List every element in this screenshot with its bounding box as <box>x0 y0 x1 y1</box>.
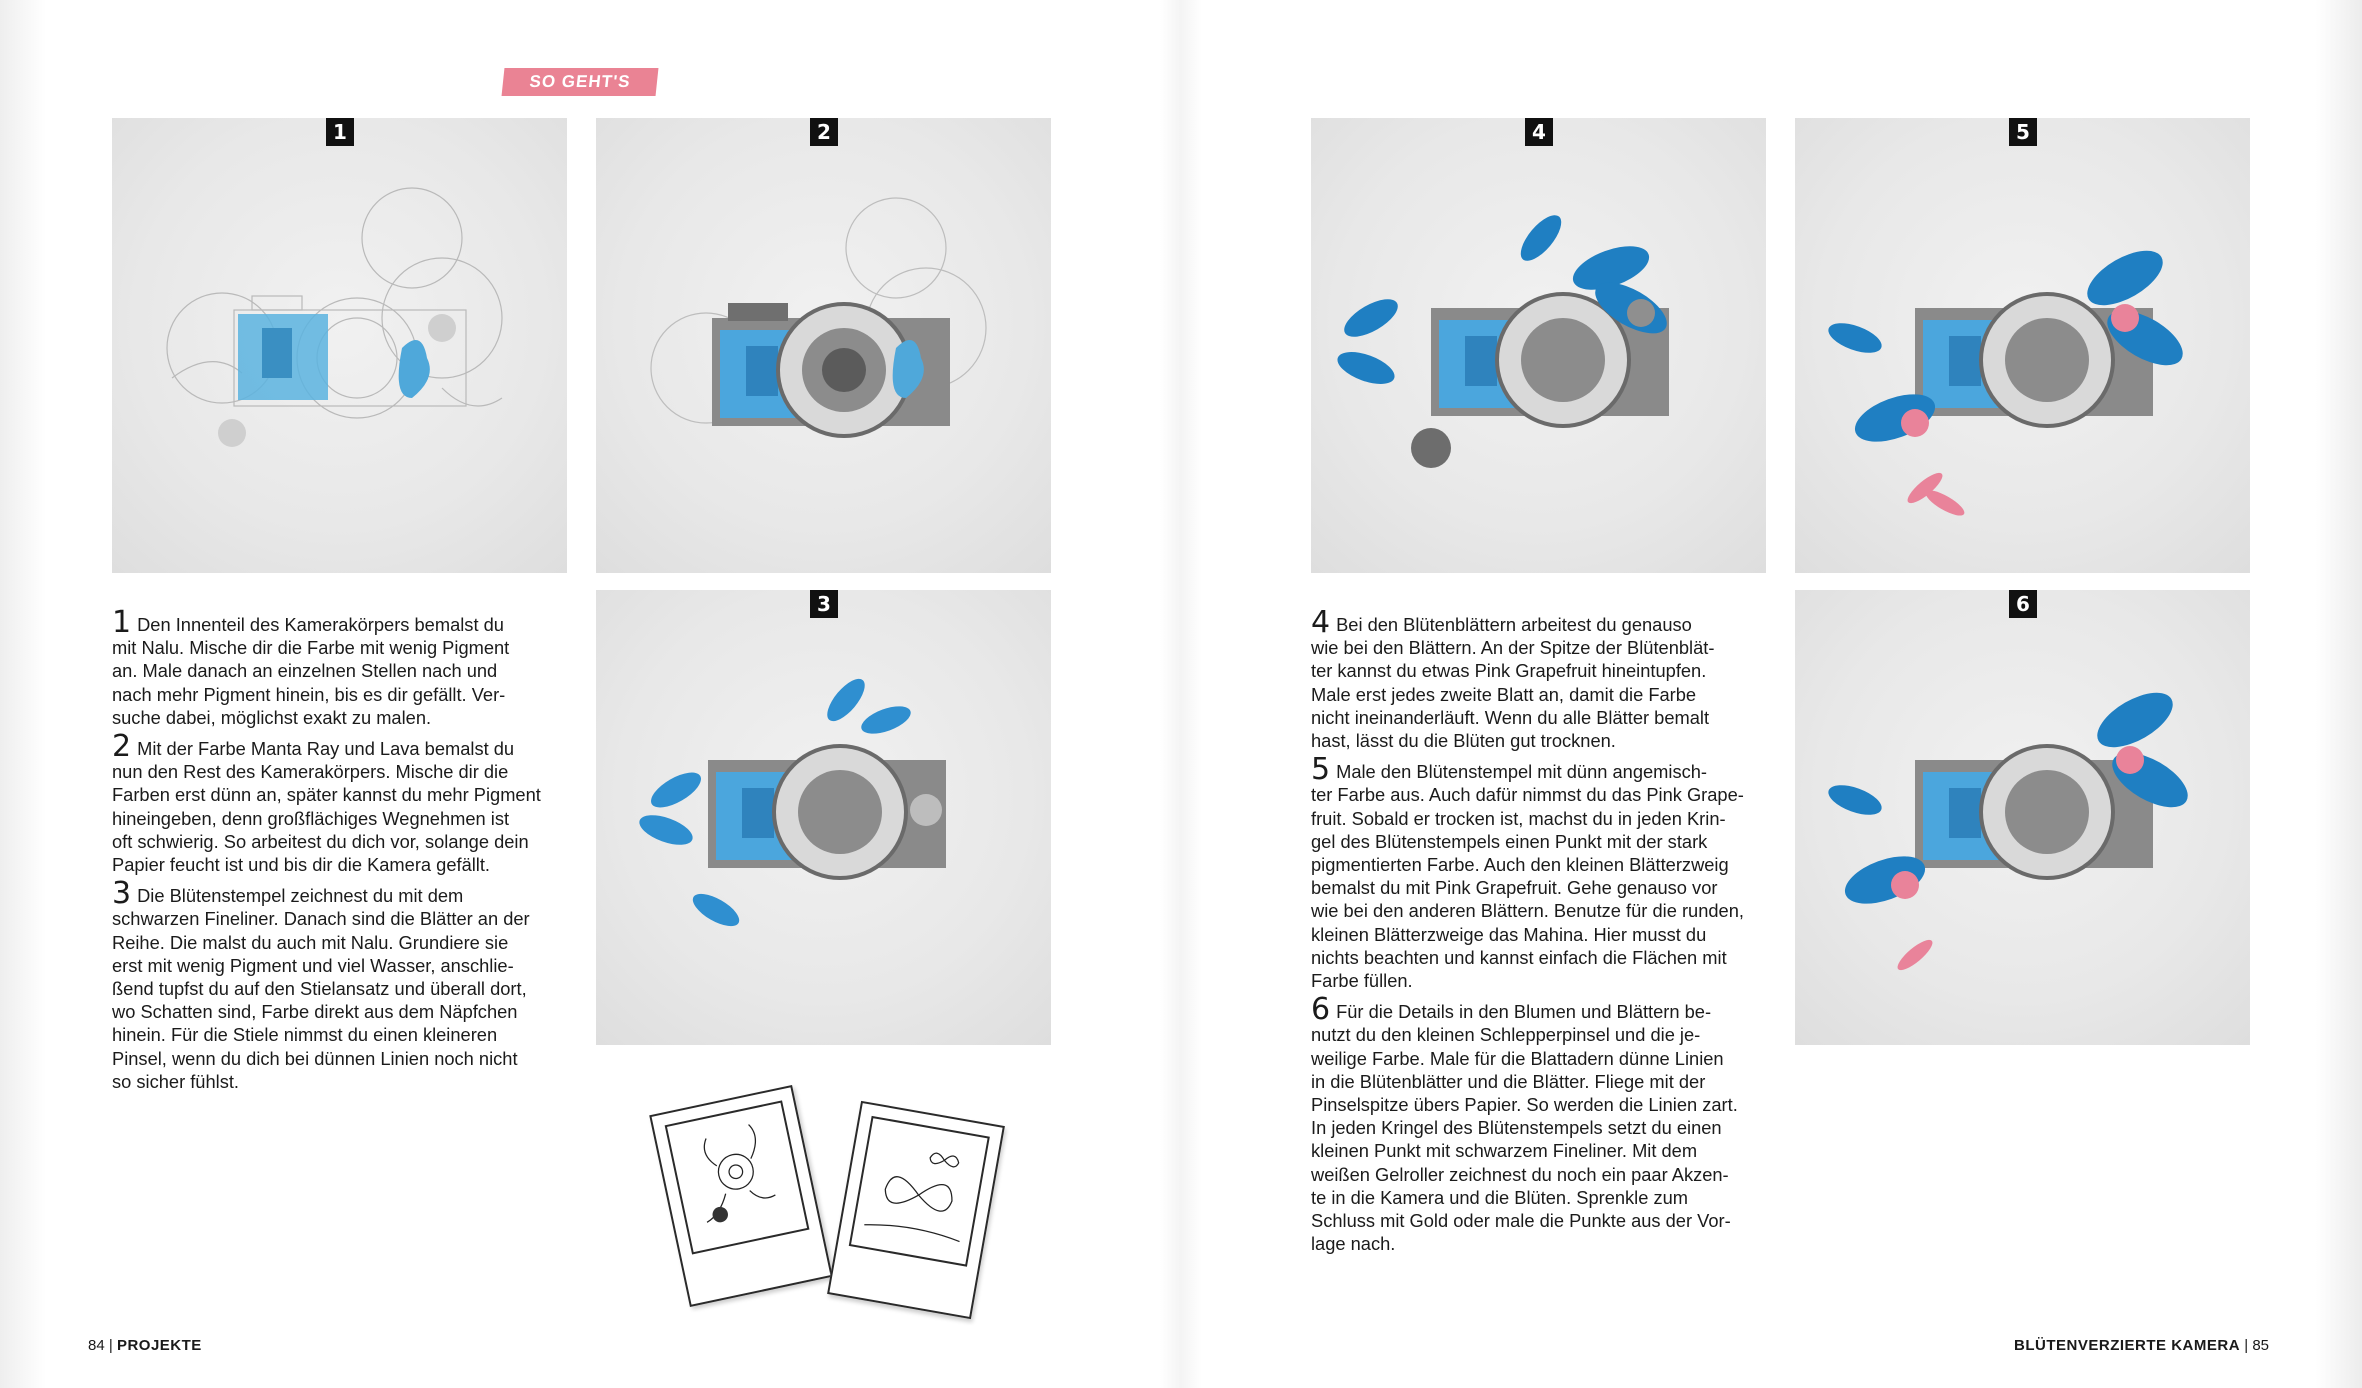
step-number: 1 <box>112 605 132 640</box>
step-number-badge: 6 <box>2009 590 2037 618</box>
step-photo-1 <box>112 118 567 573</box>
step-line: Papier feucht ist und bis dir die Kamera gefällt. <box>112 854 491 876</box>
step-line: weißen Gelroller zeichnest du noch ein paar Akzen- <box>1311 1163 1729 1185</box>
step-line: Male erst jedes zweite Blatt an, damit die Farbe <box>1311 683 1697 705</box>
camera-with-flowers-illustration <box>1311 118 1766 573</box>
step-line: schwarzen Fineliner. Danach sind die Blätter an der <box>112 908 530 930</box>
step-number: 4 <box>1311 605 1331 640</box>
steps-right-column <box>1311 605 1771 1261</box>
step-paragraph <box>112 729 572 876</box>
step-line: ßend tupfst du auf den Stielansatz und überall dort, <box>112 978 527 1000</box>
step-line: kleinen Blätterzweige das Mahina. Hier musst du <box>1311 923 1707 945</box>
step-paragraph <box>112 605 572 729</box>
step-line: suche dabei, möglichst exakt zu malen. <box>112 706 432 728</box>
step-line-text: Bei den Blütenblättern arbeitest du genauso <box>1336 614 1692 635</box>
camera-finished-illustration <box>1795 590 2250 1045</box>
step-line: te in die Kamera und die Blüten. Sprenkle zum <box>1311 1186 1689 1208</box>
template-frame <box>665 1100 810 1254</box>
step-photo-2 <box>596 118 1051 573</box>
step-line: kleinen Punkt mit schwarzem Fineliner. Mit dem <box>1311 1140 1698 1162</box>
step-photo-3 <box>596 590 1051 1045</box>
template-polaroid-flowers <box>649 1085 833 1307</box>
step-line <box>112 729 572 765</box>
footer-right <box>2014 1337 2269 1354</box>
footer-divider: | <box>2244 1337 2253 1354</box>
camera-painted-illustration <box>596 118 1051 573</box>
step-line: hineingeben, denn großflächiges Wegnehmen ist <box>112 807 510 829</box>
step-line <box>112 876 572 912</box>
camera-pink-accents-illustration <box>1795 118 2250 573</box>
step-paragraph <box>1311 992 1771 1255</box>
step-number: 2 <box>112 729 132 765</box>
step-line: Pinsel, wenn du dich bei dünnen Linien noch nicht <box>112 1047 518 1069</box>
step-paragraph <box>1311 752 1771 992</box>
step-line: wie bei den anderen Blättern. Benutze für die runden, <box>1311 900 1744 922</box>
step-line: nun den Rest des Kamerakörpers. Mische dir die <box>112 761 509 783</box>
step-line: nutzt du den kleinen Schlepperpinsel und die je- <box>1311 1024 1701 1046</box>
step-number-badge: 2 <box>810 118 838 146</box>
section-badge: SO GEHT'S <box>502 68 659 96</box>
step-line <box>1311 992 1771 1028</box>
footer-divider: | <box>108 1337 117 1354</box>
camera-with-leaves-illustration <box>596 590 1051 1045</box>
step-number-badge: 5 <box>2009 118 2037 146</box>
page-number-left: 84 <box>88 1337 105 1354</box>
step-line: Pinselspitze übers Papier. So werden die Linien zart. <box>1311 1094 1738 1116</box>
butterfly-sketch-icon <box>851 1118 987 1264</box>
footer-section: PROJEKTE <box>116 1337 202 1354</box>
step-line: an. Male danach an einzelnen Stellen nach und <box>112 660 498 682</box>
step-line: mit Nalu. Mische dir die Farbe mit wenig Pigment <box>112 637 510 659</box>
camera-sketch-illustration <box>112 118 567 573</box>
step-line: Farbe füllen. <box>1311 970 1413 992</box>
step-number-badge: 1 <box>326 118 354 146</box>
template-frame <box>849 1116 990 1267</box>
step-paragraph <box>1311 605 1771 752</box>
step-line: ter Farbe aus. Auch dafür nimmst du das Pink Grape- <box>1311 784 1744 806</box>
step-line: nichts beachten und kannst einfach die Flächen mit <box>1311 946 1727 968</box>
step-photo-5 <box>1795 118 2250 573</box>
step-line: lage nach. <box>1311 1233 1396 1255</box>
step-line-text: Für die Details in den Blumen und Blättern be- <box>1336 1001 1712 1023</box>
step-line-text: Mit der Farbe Manta Ray und Lava bemalst du <box>137 738 515 760</box>
step-line <box>1311 752 1771 788</box>
step-number-badge: 4 <box>1525 118 1553 146</box>
step-number: 6 <box>1311 992 1331 1028</box>
footer-title: BLÜTENVERZIERTE KAMERA <box>2014 1337 2241 1354</box>
template-polaroid-butterflies <box>827 1101 1005 1319</box>
step-line: oft schwierig. So arbeitest du dich vor, solange dein <box>112 830 529 852</box>
step-line: pigmentierten Farbe. Auch den kleinen Blätterzweig <box>1311 854 1729 876</box>
step-line <box>1311 605 1771 640</box>
step-number: 3 <box>112 876 132 912</box>
step-line: so sicher fühlst. <box>112 1070 240 1092</box>
step-line: Farben erst dünn an, später kannst du mehr Pigment <box>112 784 541 806</box>
step-line: Schluss mit Gold oder male die Punkte aus der Vor- <box>1311 1210 1731 1232</box>
step-line: nicht ineinanderläuft. Wenn du alle Blätter bemalt <box>1311 706 1710 728</box>
step-line: wo Schatten sind, Farbe direkt aus dem Näpfchen <box>112 1001 518 1023</box>
step-photo-6 <box>1795 590 2250 1045</box>
flower-sketch-icon <box>667 1103 807 1252</box>
step-photo-4 <box>1311 118 1766 573</box>
step-number: 5 <box>1311 752 1331 788</box>
step-line: hinein. Für die Stiele nimmst du einen kleineren <box>112 1024 498 1046</box>
step-line-text: Die Blütenstempel zeichnest du mit dem <box>137 885 464 907</box>
step-line: Reihe. Die malst du auch mit Nalu. Grundiere sie <box>112 931 509 953</box>
step-line: In jeden Kringel des Blütenstempels setzt du einen <box>1311 1117 1722 1139</box>
step-line: gel des Blütenstempels einen Punkt mit der stark <box>1311 830 1708 852</box>
step-line: nach mehr Pigment hinein, bis es dir gefällt. Ver- <box>112 683 506 705</box>
step-line: erst mit wenig Pigment und viel Wasser, anschlie- <box>112 954 514 976</box>
step-number-badge: 3 <box>810 590 838 618</box>
step-line: hast, lässt du die Blüten gut trocknen. <box>1311 730 1616 752</box>
step-line-text: Male den Blütenstempel mit dünn angemisch- <box>1336 761 1707 783</box>
step-line: in die Blütenblätter und die Blätter. Fliege mit der <box>1311 1070 1706 1092</box>
step-paragraph <box>112 876 572 1093</box>
step-line: ter kannst du etwas Pink Grapefruit hineintupfen. <box>1311 660 1707 682</box>
step-line: weilige Farbe. Male für die Blattadern dünne Linien <box>1311 1047 1724 1069</box>
step-line: bemalst du mit Pink Grapefruit. Gehe genauso vor <box>1311 877 1718 899</box>
step-line: fruit. Sobald er trocken ist, machst du in jeden Krin- <box>1311 807 1726 829</box>
step-line <box>112 605 572 640</box>
page-number-right: 85 <box>2252 1337 2269 1354</box>
footer-left <box>88 1337 202 1354</box>
step-line-text: Den Innenteil des Kamerakörpers bemalst du <box>137 614 504 635</box>
step-line: wie bei den Blättern. An der Spitze der Blütenblät- <box>1311 637 1715 659</box>
steps-left-column <box>112 605 572 1099</box>
